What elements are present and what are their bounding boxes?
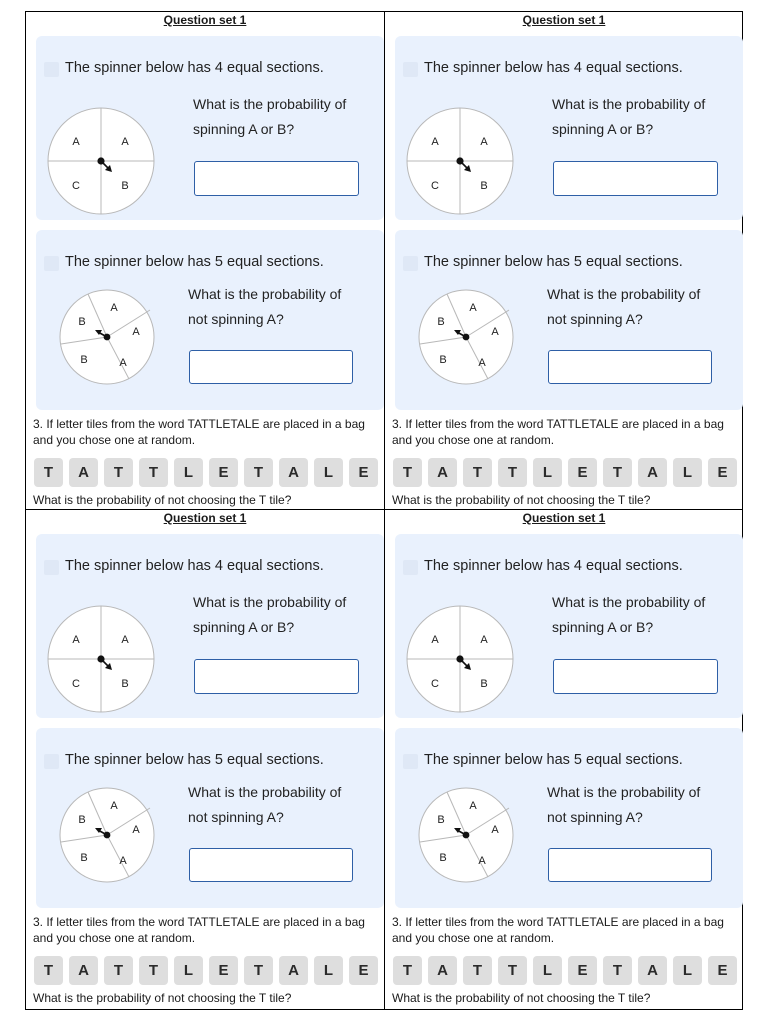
spinner-question-4-sections: [36, 534, 384, 718]
letter-tile: A: [638, 956, 667, 985]
question-text: What is the probability of not spinning A?: [547, 784, 701, 825]
letter-tile: A: [69, 956, 98, 985]
tile-question: What is the probability of not choosing the T tile?: [392, 991, 651, 1005]
spinner-section-label: A: [132, 326, 140, 338]
spinner-section-label: A: [478, 357, 486, 369]
letter-tile: E: [568, 458, 597, 487]
letter-tile: A: [428, 458, 457, 487]
question-text: What is the probability of spinning A or B?: [552, 96, 706, 137]
letter-tile: T: [104, 956, 133, 985]
spinner-section-label: A: [469, 302, 477, 314]
letter-tile: L: [673, 458, 702, 487]
question-text: What is the probability of spinning A or B?: [193, 594, 347, 635]
question-text: What is the probability of spinning A or B?: [552, 594, 706, 635]
letter-tiles: [393, 956, 737, 985]
question-checkbox[interactable]: [44, 62, 59, 77]
worksheet: [25, 11, 743, 1010]
letter-tile: E: [349, 458, 378, 487]
question-text: What is the probability of not spinning A?: [188, 784, 342, 825]
spinner-section-label: A: [72, 634, 80, 646]
letter-tile: T: [463, 458, 492, 487]
spinner-section-label: B: [121, 180, 129, 192]
spinner-section-label: A: [132, 824, 140, 836]
letter-tile: T: [393, 458, 422, 487]
question-text: What is the probability of not spinning A?: [547, 286, 701, 327]
question-set-title: Question set 1: [163, 511, 247, 525]
question-lead: The spinner below has 4 equal sections.: [65, 558, 324, 574]
question-lead: The spinner below has 5 equal sections.: [65, 752, 324, 768]
spinner-section-label: A: [491, 326, 499, 338]
spinner-5-sections: [417, 288, 515, 386]
question-lead: The spinner below has 4 equal sections.: [65, 60, 324, 76]
tile-question: What is the probability of not choosing the T tile?: [33, 991, 292, 1005]
question-checkbox[interactable]: [403, 560, 418, 575]
answer-input[interactable]: [194, 161, 359, 196]
letter-tile: L: [174, 956, 203, 985]
letter-tiles: [34, 956, 378, 985]
tile-question-text: 3. If letter tiles from the word TATTLETALE are placed in a bag and you chose one at random.: [392, 417, 724, 447]
letter-tile: T: [498, 956, 527, 985]
spinner-section-label: B: [437, 316, 445, 328]
question-lead: The spinner below has 5 equal sections.: [424, 752, 683, 768]
letter-tile: A: [69, 458, 98, 487]
question-checkbox[interactable]: [403, 754, 418, 769]
letter-tile: E: [209, 458, 238, 487]
tile-question-text: 3. If letter tiles from the word TATTLETALE are placed in a bag and you chose one at random.: [392, 915, 724, 945]
spinner-question-5-sections: [395, 728, 743, 908]
question-checkbox[interactable]: [403, 62, 418, 77]
spinner-section-label: A: [110, 800, 118, 812]
spinner-section-label: A: [110, 302, 118, 314]
letter-tile: T: [139, 458, 168, 487]
spinner-section-label: B: [78, 316, 86, 328]
question-set-title: Question set 1: [522, 511, 606, 525]
answer-input[interactable]: [553, 161, 718, 196]
question-set-cell: [26, 510, 384, 1007]
question-text: What is the probability of not spinning A?: [188, 286, 342, 327]
spinner-section-label: A: [478, 855, 486, 867]
letter-tile: E: [568, 956, 597, 985]
spinner-question-4-sections: [395, 36, 743, 220]
letter-tile: T: [393, 956, 422, 985]
letter-tile: T: [139, 956, 168, 985]
spinner-section-label: A: [121, 136, 129, 148]
question-lead: The spinner below has 4 equal sections.: [424, 60, 683, 76]
spinner-section-label: A: [119, 855, 127, 867]
question-checkbox[interactable]: [44, 754, 59, 769]
letter-tile: A: [428, 956, 457, 985]
spinner-question-5-sections: [395, 230, 743, 410]
spinner-question-4-sections: [395, 534, 743, 718]
answer-input[interactable]: [548, 350, 712, 384]
letter-tile: E: [708, 956, 737, 985]
letter-tile: L: [174, 458, 203, 487]
spinner-section-label: B: [80, 354, 88, 366]
letter-tile: E: [209, 956, 238, 985]
spinner-section-label: A: [431, 136, 439, 148]
answer-input[interactable]: [189, 350, 353, 384]
spinner-section-label: B: [121, 678, 129, 690]
letter-tile: L: [673, 956, 702, 985]
spinner-section-label: A: [480, 136, 488, 148]
question-checkbox[interactable]: [44, 256, 59, 271]
letter-tile: L: [533, 458, 562, 487]
question-set-cell: [385, 12, 743, 509]
letter-tile: T: [603, 458, 632, 487]
spinner-section-label: B: [480, 678, 488, 690]
letter-tile: T: [498, 458, 527, 487]
letter-tile: T: [104, 458, 133, 487]
question-lead: The spinner below has 5 equal sections.: [65, 254, 324, 270]
letter-tile: T: [463, 956, 492, 985]
spinner-section-label: B: [437, 814, 445, 826]
question-checkbox[interactable]: [403, 256, 418, 271]
letter-tile: E: [708, 458, 737, 487]
spinner-section-label: A: [469, 800, 477, 812]
question-set-title: Question set 1: [163, 13, 247, 27]
question-set-cell: [26, 12, 384, 509]
letter-tiles: [393, 458, 737, 487]
spinner-section-label: C: [431, 180, 439, 192]
spinner-section-label: B: [78, 814, 86, 826]
spinner-question-4-sections: [36, 36, 384, 220]
answer-input[interactable]: [194, 659, 359, 694]
question-set-cell: [385, 510, 743, 1007]
spinner-4-sections: [405, 106, 515, 216]
answer-input[interactable]: [189, 848, 353, 882]
tile-question: What is the probability of not choosing the T tile?: [392, 493, 651, 507]
spinner-4-sections: [46, 106, 156, 216]
tile-question-text: 3. If letter tiles from the word TATTLETALE are placed in a bag and you chose one at random.: [33, 417, 365, 447]
spinner-section-label: C: [72, 180, 80, 192]
tile-question: What is the probability of not choosing the T tile?: [33, 493, 292, 507]
answer-input[interactable]: [548, 848, 712, 882]
letter-tile: L: [314, 956, 343, 985]
spinner-question-5-sections: [36, 230, 384, 410]
letter-tile: T: [244, 458, 273, 487]
spinner-5-sections: [417, 786, 515, 884]
letter-tile: A: [279, 956, 308, 985]
letter-tile: T: [34, 458, 63, 487]
spinner-5-sections: [58, 786, 156, 884]
letter-tiles: [34, 458, 378, 487]
spinner-section-label: A: [491, 824, 499, 836]
question-set-title: Question set 1: [522, 13, 606, 27]
spinner-4-sections: [405, 604, 515, 714]
spinner-section-label: A: [121, 634, 129, 646]
spinner-section-label: A: [431, 634, 439, 646]
spinner-section-label: A: [480, 634, 488, 646]
spinner-section-label: C: [72, 678, 80, 690]
spinner-section-label: A: [72, 136, 80, 148]
letter-tile: T: [34, 956, 63, 985]
spinner-section-label: C: [431, 678, 439, 690]
letter-tile: E: [349, 956, 378, 985]
question-lead: The spinner below has 5 equal sections.: [424, 254, 683, 270]
tile-question-text: 3. If letter tiles from the word TATTLETALE are placed in a bag and you chose one at random.: [33, 915, 365, 945]
spinner-4-sections: [46, 604, 156, 714]
spinner-section-label: B: [480, 180, 488, 192]
question-text: What is the probability of spinning A or B?: [193, 96, 347, 137]
spinner-section-label: B: [80, 852, 88, 864]
spinner-section-label: A: [119, 357, 127, 369]
answer-input[interactable]: [553, 659, 718, 694]
letter-tile: T: [244, 956, 273, 985]
spinner-question-5-sections: [36, 728, 384, 908]
letter-tile: L: [533, 956, 562, 985]
question-checkbox[interactable]: [44, 560, 59, 575]
letter-tile: A: [279, 458, 308, 487]
question-lead: The spinner below has 4 equal sections.: [424, 558, 683, 574]
spinner-5-sections: [58, 288, 156, 386]
letter-tile: T: [603, 956, 632, 985]
letter-tile: A: [638, 458, 667, 487]
spinner-section-label: B: [439, 852, 447, 864]
letter-tile: L: [314, 458, 343, 487]
spinner-section-label: B: [439, 354, 447, 366]
